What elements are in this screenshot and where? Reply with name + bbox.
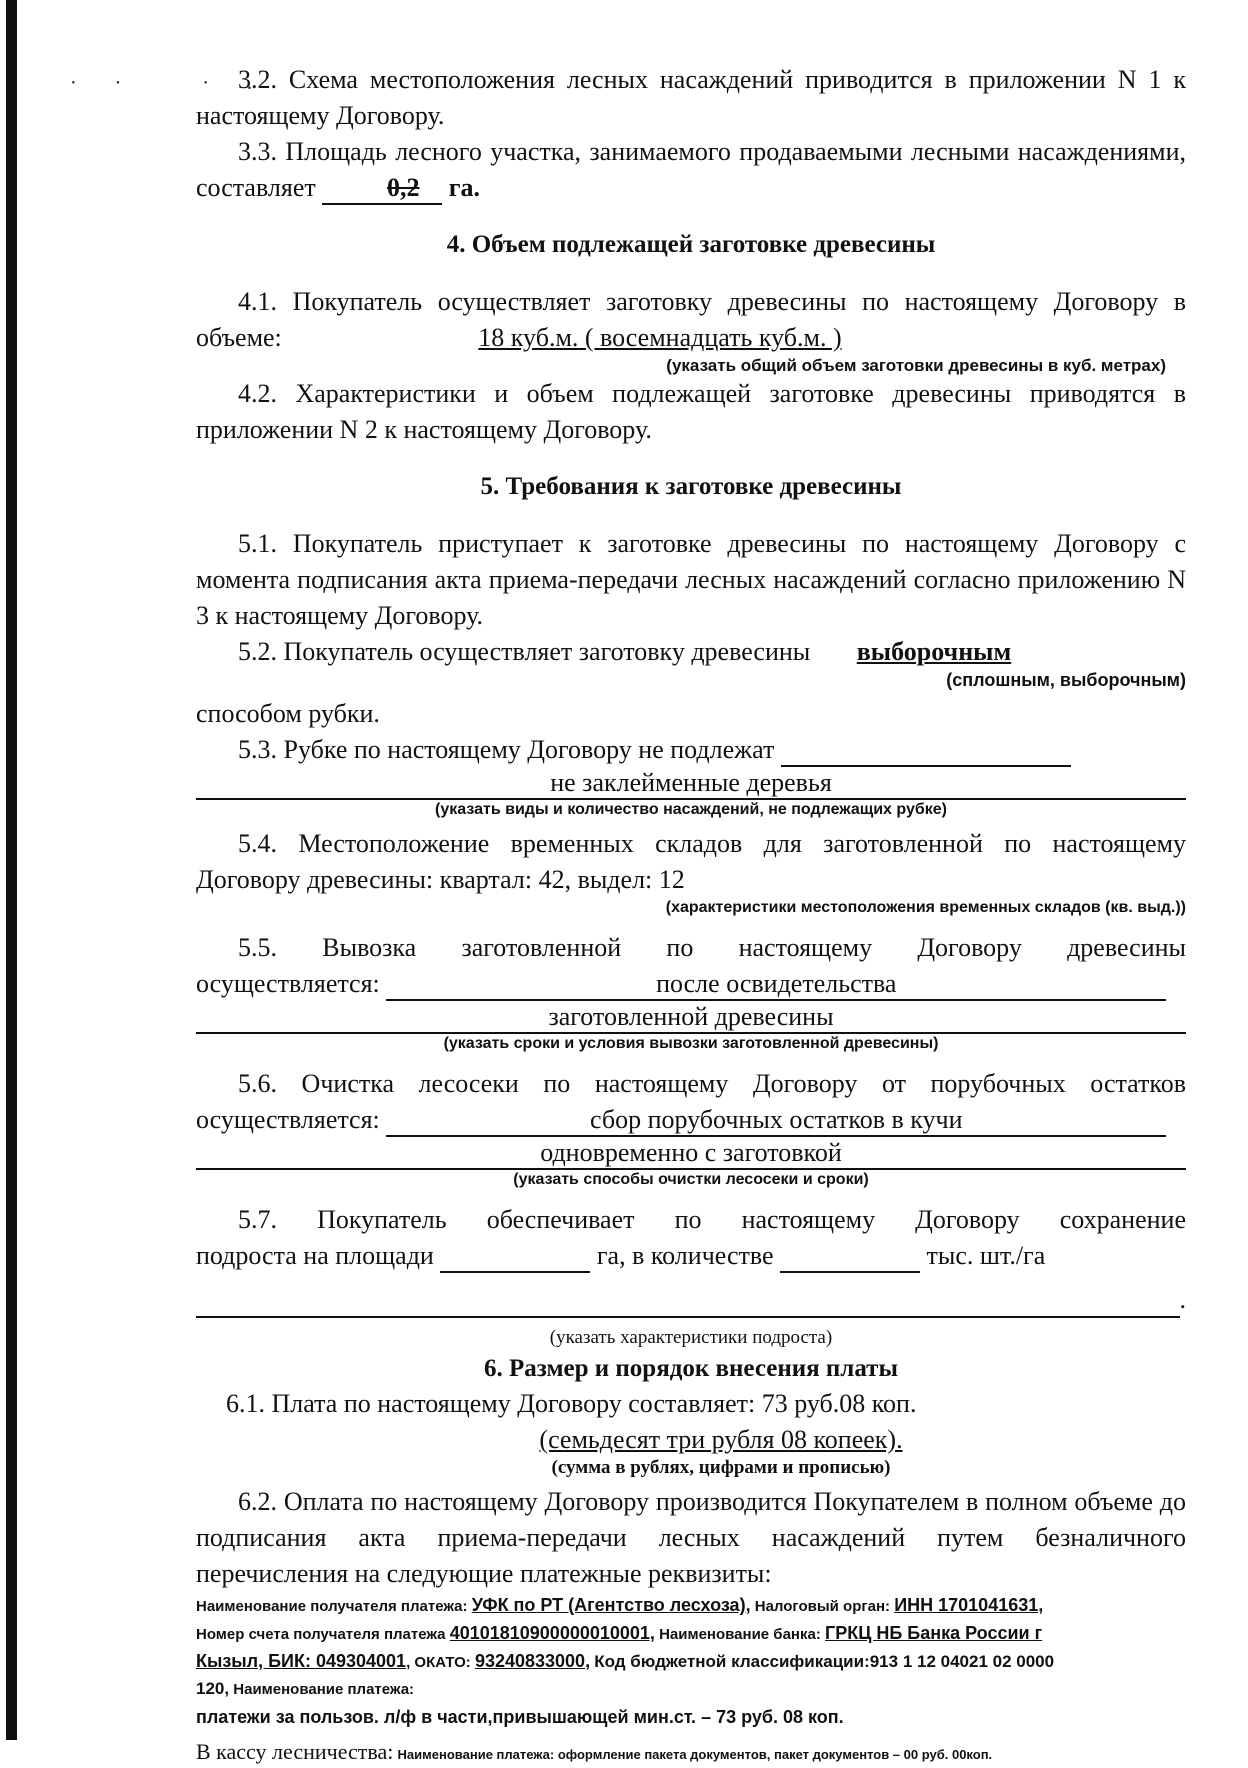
area-value: 0,2 <box>322 173 442 205</box>
clause-5-7-b: га, в количестве <box>596 1241 774 1270</box>
section-6-heading: 6. Размер и порядок внесения платы <box>483 1355 898 1382</box>
scan-edge-bar <box>6 0 17 1740</box>
clause-5-6-line <box>196 1102 1186 1138</box>
felling-type-value: выборочным <box>856 637 1012 666</box>
payment-purpose: платежи за пользов. л/ф в части,привышающей мин.ст. – 73 руб. 08 коп. <box>196 1707 844 1727</box>
clause-5-3-blank <box>781 735 1071 767</box>
section-4-heading: 4. Объем подлежащей заготовке древесины <box>446 231 936 258</box>
clause-5-5-lead: осуществляется: <box>196 969 380 998</box>
section-5-heading: 5. Требования к заготовке древесины <box>480 473 902 500</box>
felling-type-caption: (сплошным, выборочным) <box>946 670 1186 690</box>
requisites-line-4: 120, Наименование платежа: <box>196 1679 415 1698</box>
document-page <box>196 62 1186 1768</box>
clause-5-2-text: 5.2. Покупатель осуществляет заготовку древесины <box>238 637 811 666</box>
undergrowth-caption: (указать характеристики подроста) <box>549 1327 833 1348</box>
storage-location-value: квартал: 42, выдел: 12 <box>439 865 685 894</box>
clause-3-3-text: 3.3. Площадь лесного участка, занимаемого продаваемыми лесными насаждениями, составляет <box>196 137 1186 202</box>
clause-5-4-text: 5.4. Местоположение временных складов для заготовленной по настоящему Договору древесины: <box>196 829 1186 894</box>
removal-terms-value-1: после освидетельства <box>386 969 1166 1001</box>
clause-5-7: 5.7. Покупатель обеспечивает по настоящему Договору сохранение <box>238 1205 1186 1234</box>
clause-4-1-text: 4.1. Покупатель осуществляет заготовку древесины по настоящему Договору в объеме: <box>196 287 1186 352</box>
clause-5-7-c: тыс. шт./га <box>926 1241 1046 1270</box>
clause-5-3-text: 5.3. Рубке по настоящему Договору не подлежат <box>238 735 775 764</box>
clause-5-7-line <box>196 1238 1186 1274</box>
clause-5-3 <box>196 732 1186 768</box>
cleanup-caption: (указать способы очистки лесосеки и сроки) <box>513 1171 869 1188</box>
clause-5-1: 5.1. Покупатель приступает к заготовке древесины по настоящему Договору с момента подписания акта приема-передачи лесных насаждений согласно приложению N 3 к настоящему Договору. <box>196 529 1186 630</box>
undergrowth-area-blank <box>440 1241 590 1273</box>
cleanup-value-2: одновременно с заготовкой <box>196 1138 1186 1170</box>
undergrowth-count-blank <box>780 1241 920 1273</box>
clause-3-2: 3.2. Схема местоположения лесных насаждений приводится в приложении N 1 к настоящему Договору. <box>196 65 1186 130</box>
requisites-line-2: Номер счета получателя платежа 40101810900000010001, Наименование банка: ГРКЦ НБ Банка России г <box>196 1623 1043 1643</box>
payment-amount-caption: (сумма в рублях, цифрами и прописью) <box>551 1457 891 1478</box>
undergrowth-line-end: . <box>1179 1285 1186 1314</box>
excluded-trees-caption: (указать виды и количество насаждений, не подлежащих рубке) <box>435 801 947 818</box>
clause-5-4 <box>196 826 1186 898</box>
clause-5-6-lead: осуществляется: <box>196 1105 380 1134</box>
clause-5-5-line <box>196 966 1186 1002</box>
storage-location-caption: (характеристики местоположения временных складов (кв. выд.)) <box>665 899 1186 916</box>
undergrowth-line <box>196 1282 1186 1318</box>
clause-5-2 <box>196 634 1186 670</box>
clause-5-5: 5.5. Вывозка заготовленной по настоящему Договору древесины <box>238 933 1186 962</box>
volume-caption: (указать общий объем заготовки древесины в куб. метрах) <box>666 356 1166 375</box>
excluded-trees-value: не заклейменные деревья <box>196 768 1186 800</box>
payment-amount-words: (семьдесят три рубля 08 копеек). <box>539 1425 903 1454</box>
removal-terms-value-2: заготовленной древесины <box>196 1002 1186 1034</box>
clause-3-3 <box>196 134 1186 206</box>
volume-value: 18 куб.м. ( восемнадцать куб.м. ) <box>478 323 842 352</box>
clause-5-6: 5.6. Очистка лесосеки по настоящему Договору от порубочных остатков <box>238 1069 1186 1098</box>
clause-6-2: 6.2. Оплата по настоящему Договору производится Покупателем в полном объеме до подписания акта приема-передачи лесных насаждений путем безналичного перечисления на следующие платежные реквизиты: <box>196 1487 1186 1588</box>
clause-5-7-a: подроста на площади <box>196 1241 434 1270</box>
requisites-line-1: Наименование получателя платежа: УФК по РТ (Агентство лесхоза), Налоговый орган: ИНН 1701041631, <box>196 1595 1044 1615</box>
cashbox-line: В кассу лесничества: Наименование платежа: оформление пакета документов, пакет документов – 00 руб. 00коп. <box>196 1739 993 1764</box>
requisites-line-3: Кызыл, БИК: 049304001, ОКАТО: 93240833000, Код бюджетной классификации:913 1 12 04021 02 0000 <box>196 1651 1055 1671</box>
area-unit: га. <box>448 173 481 202</box>
clause-5-2-end: способом рубки. <box>196 699 380 728</box>
clause-4-2: 4.2. Характеристики и объем подлежащей заготовке древесины приводятся в приложении N 2 к настоящему Договору. <box>196 379 1186 444</box>
clause-6-1: 6.1. Плата по настоящему Договору составляет: 73 руб.08 коп. <box>226 1389 917 1418</box>
removal-terms-caption: (указать сроки и условия вывозки заготовленной древесины) <box>443 1035 939 1052</box>
clause-4-1 <box>196 284 1186 356</box>
cleanup-value-1: сбор порубочных остатков в кучи <box>386 1105 1166 1137</box>
scan-specks: ·· ·. <box>70 72 290 94</box>
